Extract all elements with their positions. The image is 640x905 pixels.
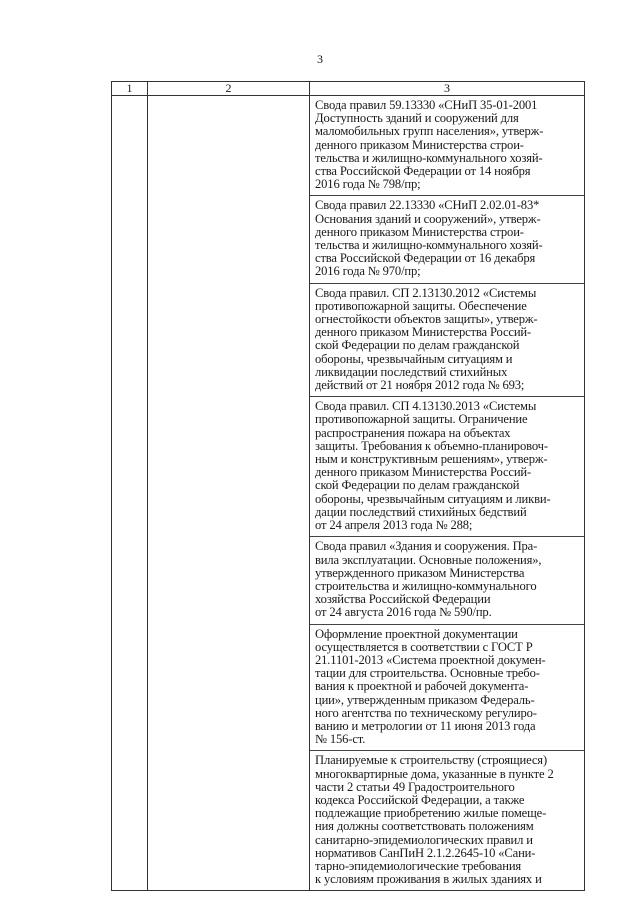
requirements-table <box>111 81 585 891</box>
paragraph-sp-22-13330: Свода правил 22.13330 «СНиП 2.02.01-83* Основания зданий и сооружений», утверж- денного приказом Министерства строи- тельства и жилищно-коммунального хозяй- ства Российской Федерации от 16 декабря 2016 года № 970/пр; <box>310 196 584 283</box>
paragraph-sp-59-13330: Свода правил 59.13330 «СНиП 35-01-2001 Доступность зданий и сооружений для маломобильных групп населения», утверж- денного приказом Министерства строи- тельства и жилищно-коммунального хозяй- ства Российской Федерации от 14 ноября 2016 года № 798/пр; <box>310 96 584 196</box>
column-1-cell <box>112 96 148 891</box>
column-header-3: 3 <box>310 82 585 96</box>
column-3-cell <box>310 96 585 891</box>
paragraph-sanpin: Планируемые к строительству (строящиеся) многоквартирные дома, указанные в пункте 2 части 2 статьи 49 Градостроительного кодекса Российской Федерации, а также подлежащие приобретению жилые помеще- ния должны соответствовать положениям санитарно-эпидемиологических правил и нормативов СанПиН 2.1.2.2645-10 «Сани- тарно-эпидемиологические требования к условиям проживания в жилых зданиях и <box>315 753 554 887</box>
column-header-2: 2 <box>148 82 310 96</box>
table-header-row <box>112 82 585 96</box>
table-row <box>112 96 585 891</box>
column-2-cell <box>148 96 310 891</box>
column-header-1: 1 <box>112 82 148 96</box>
paragraph-buildings-operation: Свода правил «Здания и сооружения. Пра- вила эксплуатации. Основные положения», утвержденного приказом Министерства строительства и жилищно-коммунального хозяйства Российской Федерации от 24 августа 2016 года № 590/пр. <box>310 537 584 624</box>
paragraph-gost-21-1101: Оформление проектной документации осуществляется в соответствии с ГОСТ Р 21.1101-2013 «Система проектной докумен- тации для строительства. Основные требо- вания к проектной и рабочей документа- ции», утвержденным приказом Федераль- ного агентства по техническому регулиро- ванию и метрологии от 11 июня 2013 года № 156-ст. <box>310 625 584 752</box>
paragraph-sp-2-13130: Свода правил. СП 2.13130.2012 «Системы противопожарной защиты. Обеспечение огнестойкости объектов защиты», утверж- денного приказом Министерства Россий- ской Федерации по делам гражданской обороны, чрезвычайным ситуациям и ликвидации последствий стихийных действий от 21 ноября 2012 года № 693; <box>310 284 584 398</box>
paragraph-sp-4-13130: Свода правил. СП 4.13130.2013 «Системы противопожарной защиты. Ограничение распространения пожара на объектах защиты. Требования к объемно-планировоч- ным и конструктивным решениям», утверж- денного приказом Министерства Россий- ской Федерации по делам гражданской обороны, чрезвычайным ситуациям и ликви- дации последствий стихийных бедствий от 24 апреля 2013 года № 288; <box>310 397 584 537</box>
page-number: 3 <box>317 52 323 66</box>
